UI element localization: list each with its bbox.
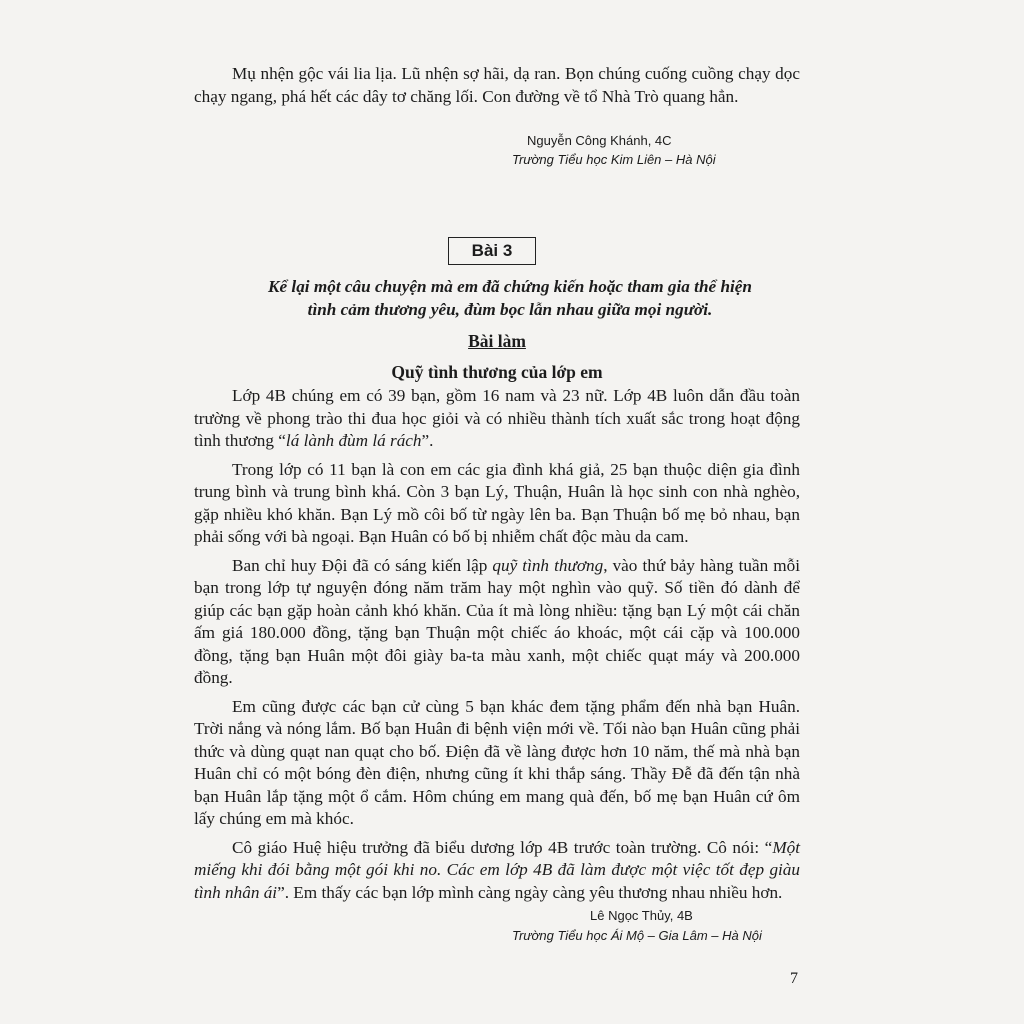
paragraph-3	[194, 555, 800, 690]
paragraph-3-text: Ban chỉ huy Đội đã có sáng kiến lập	[232, 555, 493, 575]
page-number: 7	[790, 970, 798, 987]
school-signature-1: Trường Tiểu học Kim Liên – Hà Nội	[512, 152, 716, 167]
paragraph-5-italic: Một miếng khi đói bằng một gói khi no. Các em lớp 4B đã làm được một việc tốt đẹp giàu tình nhân ái	[194, 837, 800, 902]
essay-title: Quỹ tình thương của lớp em	[391, 362, 603, 382]
section-heading-text: Bài làm	[468, 331, 526, 351]
paragraph-1	[194, 385, 800, 453]
school-signature-2: Trường Tiểu học Ái Mộ – Gia Lâm – Hà Nội	[512, 928, 762, 943]
exercise-prompt-line-1: Kể lại một câu chuyện mà em đã chứng kiến hoặc tham gia thể hiện	[268, 277, 752, 296]
section-heading	[194, 331, 800, 352]
paragraph-1-italic: lá lành đùm lá rách	[285, 431, 422, 450]
paragraph-top: Mụ nhện gộc vái lia lịa. Lũ nhện sợ hãi, dạ ran. Bọn chúng cuống cuồng chạy dọc chạy ngang, phá hết các dây tơ chăng lối. Con đường về tổ Nhà Trò quang hẳn.	[194, 64, 800, 106]
paragraph-3-italic: quỹ tình thương	[492, 555, 604, 575]
paragraph-1-end: ”.	[421, 431, 434, 450]
story-ending	[194, 63, 800, 108]
paragraph-1-text: Lớp 4B chúng em có 39 bạn, gồm 16 nam và 23 nữ. Lớp 4B luôn dẫn đầu toàn trường về phong trào thi đua học giỏi và có nhiều thành tích xuất sắc trong hoạt động tình thương “	[194, 386, 800, 450]
author-signature-2: Lê Ngọc Thủy, 4B	[590, 908, 693, 923]
paragraph-3-end: , vào thứ bảy hàng tuần mỗi bạn trong lớp tự nguyện đóng năm trăm hay một nghìn vào quỹ. Số tiền đó dành để giúp các bạn gặp hoàn cảnh khó khăn. Của ít mà lòng nhiều: tặng bạn Lý một cái chăn ấm giá 180.000 đồng, tặng bạn Thuận một chiếc áo khoác, một cái cặp và 100.000 đồng, tặng bạn Huân một đôi giày ba-ta màu xanh, một chiếc quạt máy và 200.000 đồng.	[194, 555, 800, 687]
paragraph-2: Trong lớp có 11 bạn là con em các gia đình khá giả, 25 bạn thuộc diện gia đình trung bình và trung bình khá. Còn 3 bạn Lý, Thuận, Huân là học sinh con nhà nghèo, gặp nhiều khó khăn. Bạn Lý mồ côi bố từ ngày lên ba. Bạn Thuận bố mẹ bỏ nhau, bạn phải sống với bà ngoại. Bạn Huân có bố bị nhiễm chất độc màu da cam.	[194, 459, 800, 546]
exercise-prompt-line-2: tình cảm thương yêu, đùm bọc lẫn nhau giữa mọi người.	[307, 300, 713, 319]
paragraph-5-end: ”. Em thấy các bạn lớp mình càng ngày càng yêu thương nhau nhiều hơn.	[277, 882, 783, 902]
author-signature-1: Nguyễn Công Khánh, 4C	[527, 133, 672, 148]
paragraph-5	[194, 837, 800, 905]
essay-body	[194, 385, 800, 904]
paragraph-5-text: Cô giáo Huệ hiệu trưởng đã biểu dương lớp 4B trước toàn trường. Cô nói: “	[232, 837, 773, 857]
exercise-label: Bài 3	[448, 237, 536, 265]
paragraph-4: Em cũng được các bạn cử cùng 5 bạn khác đem tặng phẩm đến nhà bạn Huân. Trời nắng và nóng lắm. Bố bạn Huân đi bệnh viện mới về. Tối nào bạn Huân cũng phải thức và dùng quạt nan quạt cho bố. Điện đã về làng được hơn 10 năm, thế mà nhà bạn Huân chỉ có một bóng đèn điện, nhưng cũng ít khi thắp sáng. Thầy Đễ đã đến tận nhà bạn Huân lắp tặng một ổ cắm. Hôm chúng em mang quà đến, bố mẹ bạn Huân cứ ôm lấy chúng em mà khóc.	[194, 696, 800, 828]
